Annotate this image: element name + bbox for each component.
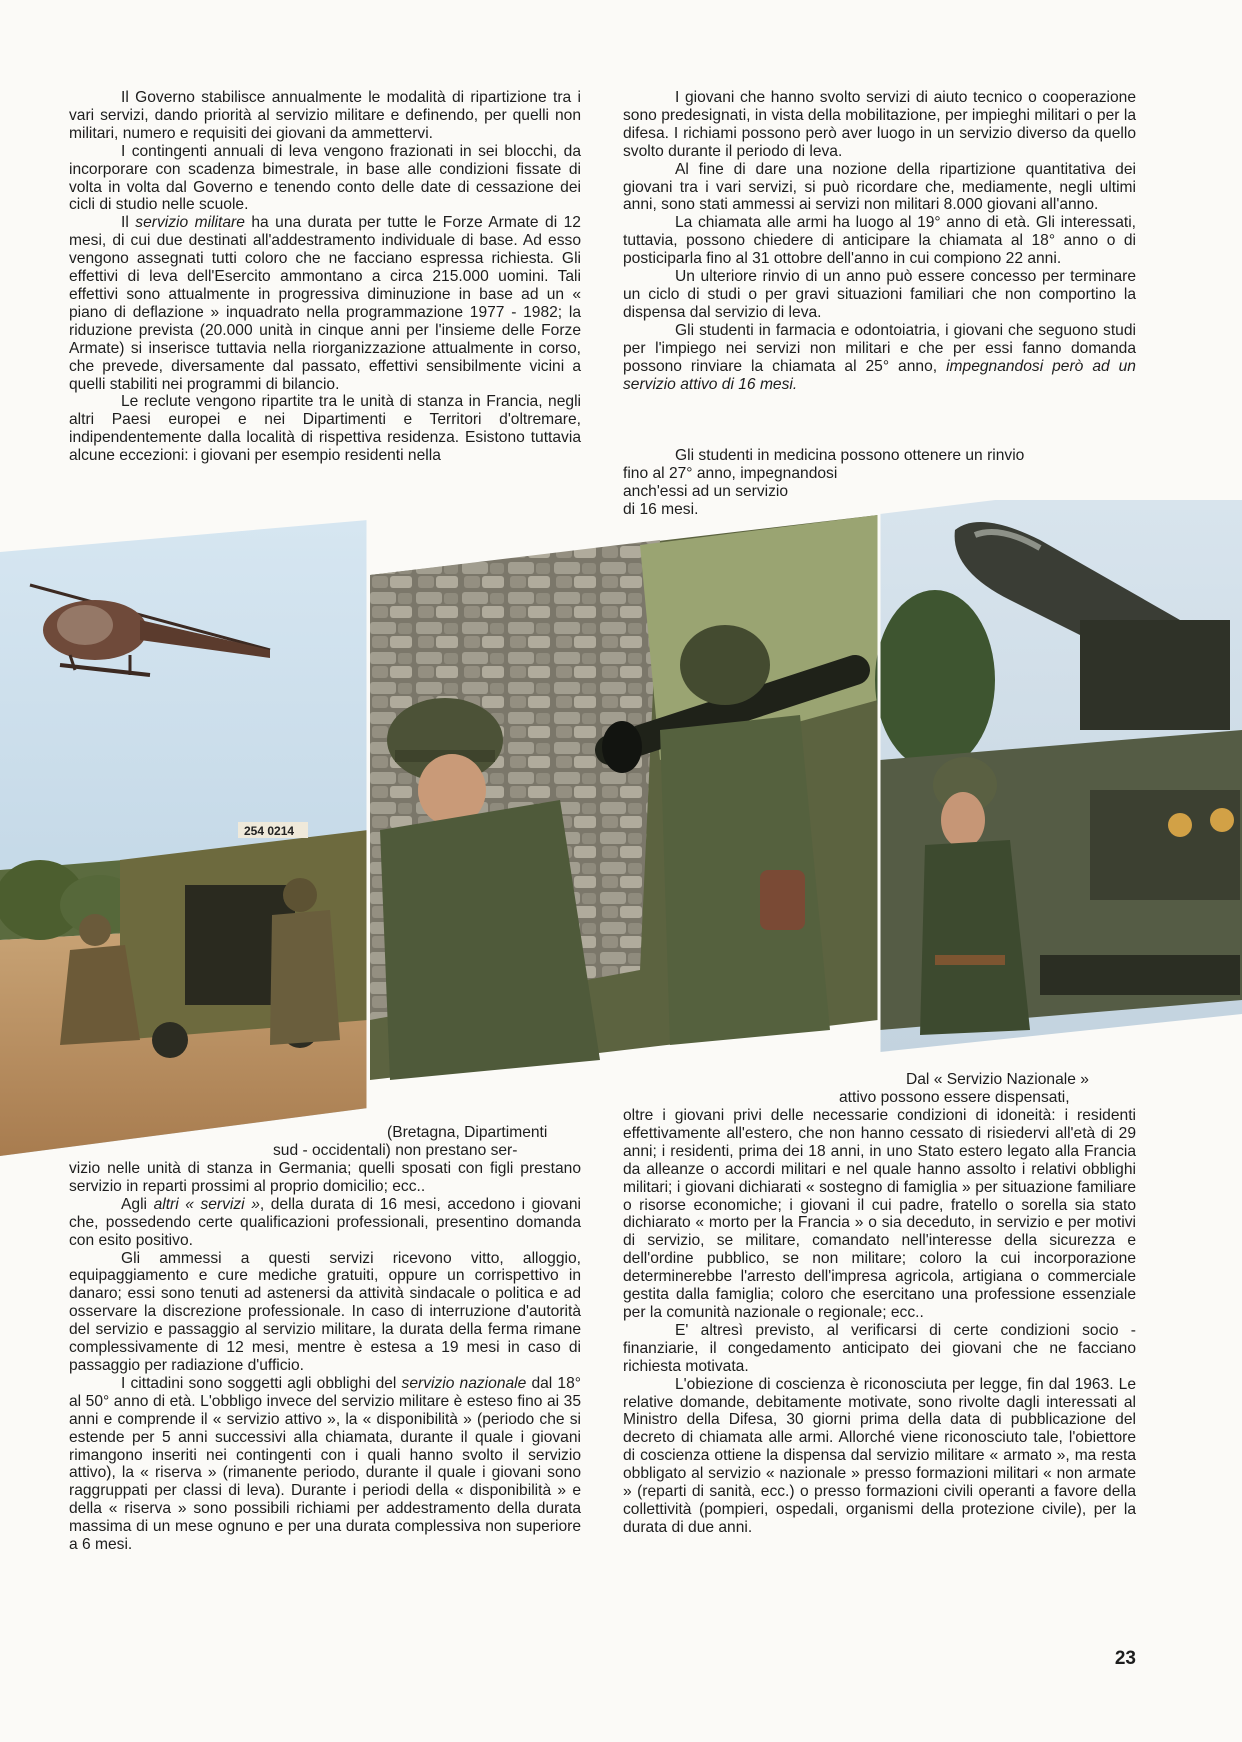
- page-number: 23: [1114, 1648, 1136, 1669]
- paragraph: La chiamata alle armi ha luogo al 19° anno di età. Gli interessati, tuttavia, possono chiedere di anticipare la chiamata al 18° anno o di posticiparla fino al 31 ottobre dell'anno in cui compiono 22 anni.: [623, 214, 1136, 268]
- paragraph: E' altresì previsto, al verificarsi di certe condizioni socio - finanziarie, il congedamento anticipato dei giovani che ne facciano richiesta motivata.: [623, 1321, 1136, 1375]
- wedge-line: di 16 mesi.: [623, 501, 699, 518]
- wedge-line: fino al 27° anno, impegnandosi: [623, 465, 838, 482]
- emphasis: impegnandosi però ad un servizio attivo di 16 mesi.: [623, 357, 1136, 393]
- paragraph: I contingenti annuali di leva vengono frazionati in sei blocchi, da incorporare con scadenza bimestrale, in base alle condizioni fissate di volta in volta dal Governo e tenendo conto delle date di cessazione dei cicli di studio nelle scuole.: [69, 142, 581, 214]
- column-bottom-left: [69, 1160, 581, 1554]
- photo-missile-tank: [875, 500, 1242, 1052]
- column-bottom-right: [623, 1107, 1136, 1537]
- paragraph: Un ulteriore rinvio di un anno può essere concesso per terminare un ciclo di studi o per gravi situazioni familiari che non comportino la dispensa dal servizio di leva.: [623, 268, 1136, 321]
- paragraph: vizio nelle unità di stanza in Germania; quelli sposati con figli prestano servizio in reparti prossimi al proprio domicilio; ecc..: [69, 1160, 581, 1195]
- paragraph: Il Governo stabilisce annualmente le modalità di ripartizione tra i vari servizi, dando priorità al servizio militare e definendo, per quelli non militari, numero e requisiti dei giovani da ammettervi.: [69, 89, 581, 142]
- wedge-line: attivo possono essere dispensati,: [839, 1089, 1070, 1106]
- wedge-line: anch'essi ad un servizio: [623, 483, 789, 500]
- wedge-line: sud - occidentali) non prestano ser-: [273, 1142, 518, 1159]
- paragraph: Le reclute vengono ripartite tra le unità di stanza in Francia, negli altri Paesi europei e nei Dipartimenti e Territori d'oltremare, indipendentemente dalla località di rispettiva residenza. Esistono tuttavia alcune eccezioni: i giovani per esempio residenti nella: [69, 393, 581, 465]
- emphasis: altri « servizi »: [153, 1195, 260, 1213]
- photo-soldiers-bazooka: [370, 515, 878, 1080]
- emphasis: servizio nazionale: [401, 1374, 527, 1392]
- paragraph: oltre i giovani privi delle necessarie condizioni di idoneità: i residenti effettivamente all'estero, che non hanno cessato di risiedervi all'età di 29 anni; i residenti, prima dei 18 anni, in uno Stato estero legato alla Francia da alleanze o accordi militari e nel quale hanno assolto i relativi obblighi militari; i giovani dichiarati « sostegno di famiglia » per situazione familiare o risorse economiche; i giovani il cui padre, fratello o sorella sia stato dichiarato « morto per la Francia » o sia deceduto, in servizio e per motivi di servizio, se militare, comandato nell'interesse della sicurezza e dell'ordine pubblico, se non militare; coloro la cui incorporazione determinerebbe l'arresto dell'impresa agricola, artigiana o commerciale gestita dalla famiglia; coloro che esercitano una professione essenziale per la comunità nazionale o regionale; ecc..: [623, 1107, 1136, 1321]
- photo-helicopter-vehicle: [0, 520, 368, 1156]
- paragraph: I cittadini sono soggetti agli obblighi del servizio nazionale dal 18° al 50° anno di età. L'obbligo invece del servizio militare è esteso fino ai 35 anni e comprende il « servizio attivo », la « disponibilità » (periodo che si estende per 5 anni successivi alla chiamata, durante il quale i giovani rimangono inseriti nei contingenti con i quali hanno svolto il servizio attivo), la « riserva » (rimanente periodo, durante il quale i giovani sono raggruppati per classi di leva). Durante i periodi della « disponibilità » e della « riserva » sono possibili richiami per addestramento della durata massima di un mese ognuno e per una durata complessiva non superiore a 6 mesi.: [69, 1374, 582, 1554]
- wedge-line: (Bretagna, Dipartimenti: [387, 1124, 548, 1141]
- paragraph: Il servizio militare ha una durata per tutte le Forze Armate di 12 mesi, di cui due destinati all'addestramento individuale di base. Ad esso vengono assegnati tutti coloro che ne facciano espressa richiesta. Gli effettivi di leva dell'Esercito ammontano a circa 215.000 uomini. Tali effettivi sono attualmente in progressiva diminuzione in base ad un « piano di deflazione » inquadrato nella programmazione 1977 - 1982; la riduzione prevista (20.000 unità in cinque anni per l'insieme delle Forze Armate) si inserisce tuttavia nella riorganizzazione attualmente in corso, che prevede, diversamente dal passato, effettivi sensibilmente vicini a quelli stabiliti nei programmi di bilancio.: [69, 214, 581, 393]
- emphasis: servizio militare: [135, 214, 245, 232]
- paragraph: L'obiezione di coscienza è riconosciuta per legge, fin dal 1963. Le relative domande, debitamente motivate, sono rivolte dagli interessati al Ministro della Difesa, 30 giorni prima della data di pubblicazione del decreto di chiamata alle armi. Allorché viene riconosciuto tale, l'obiettore di coscienza ottiene la dispensa dal servizio militare « armato », ma resta obbligato al servizio « nazionale » presso formazioni militari « non armate » (reparti di sanità, ecc.) o presso formazioni civili operanti a favore della collettività (pompieri, ospedali, organismi della protezione civile), per la durata di due anni.: [623, 1375, 1136, 1536]
- paragraph: Gli studenti in farmacia e odontoiatria, i giovani che seguono studi per l'impiego nei servizi non militari e che per essi fanno domanda possono rinviare la chiamata al 25° anno, impegnandosi però ad un servizio attivo di 16 mesi.: [623, 321, 1136, 393]
- vehicle-plate: 254 0214: [244, 824, 295, 838]
- column-top-left: [69, 89, 581, 465]
- paragraph: I giovani che hanno svolto servizi di aiuto tecnico o cooperazione sono predesignati, in vista della mobilitazione, per impieghi militari o per la difesa. I richiami possono però aver luogo in un servizio diverso da quello svolto durante il periodo di leva.: [623, 89, 1136, 160]
- paragraph: Agli altri « servizi », della durata di 16 mesi, accedono i giovani che, possedendo certe qualificazioni professionali, presentino domanda con esito positivo.: [69, 1195, 582, 1249]
- column-top-right: [623, 89, 1136, 393]
- wedge-line: Dal « Servizio Nazionale »: [906, 1071, 1089, 1088]
- wedge-line: Gli studenti in medicina possono ottenere un rinvio: [675, 447, 1025, 464]
- paragraph: Al fine di dare una nozione della ripartizione quantitativa dei giovani tra i vari servizi, si può ricordare che, mediamente, negli ultimi anni, sono stati ammessi ai servizi non militari 8.000 giovani all'anno.: [623, 160, 1136, 214]
- paragraph: Gli ammessi a questi servizi ricevono vitto, alloggio, equipaggiamento e cure mediche gratuiti, oppure un corrispettivo in danaro; essi sono tenuti ad astenersi da attività sindacale o politica e ad osservare la discrezione professionale. In caso di interruzione d'autorità del servizio e passaggio al servizio militare, la durata della ferma rimane complessivamente di 12 mesi, mentre è estesa a 19 mesi in caso di passaggio per radiazione d'ufficio.: [69, 1249, 581, 1374]
